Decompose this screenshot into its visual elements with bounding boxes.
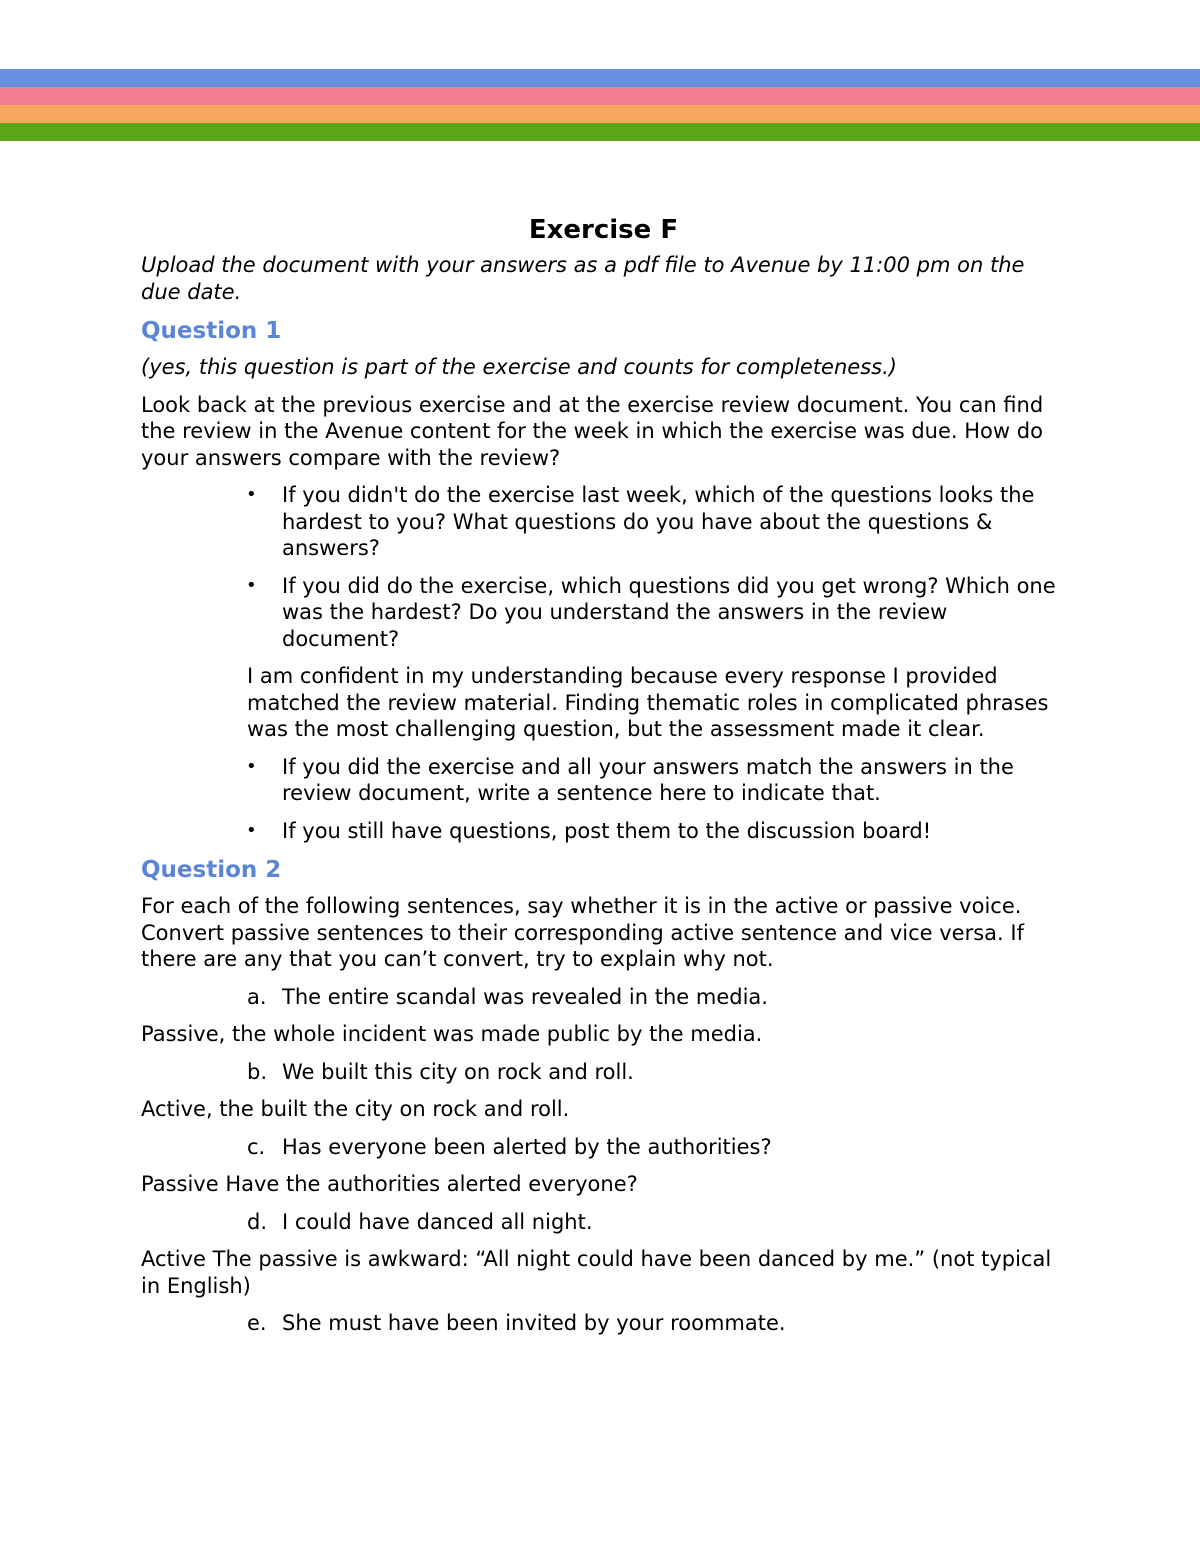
item-sentence: She must have been invited by your roommate. <box>282 1311 786 1335</box>
stripe-green <box>0 123 1200 141</box>
item-letter: a. <box>247 984 267 1009</box>
list-item <box>246 818 1066 845</box>
bullet-icon: • <box>246 819 257 841</box>
question-item-b <box>247 1059 1066 1086</box>
stripe-orange <box>0 105 1200 123</box>
item-answer-a: Passive, the whole incident was made public by the media. <box>141 1022 763 1046</box>
list-item <box>246 482 1066 562</box>
item-sentence: We built this city on rock and roll. <box>282 1059 634 1084</box>
question-1-bullets-a <box>141 482 1066 652</box>
item-sentence: Has everyone been alerted by the authorities? <box>282 1134 772 1159</box>
item-letter: c. <box>247 1134 266 1159</box>
question-1-heading: Question 1 <box>141 318 282 344</box>
question-item-a <box>247 984 1066 1011</box>
stripe-pink <box>0 87 1200 105</box>
question-1-prompt: Look back at the previous exercise and at the exercise review document. You can find the review in the Avenue content for the week in which the exercise was due. How do your answers compare with the review? <box>141 392 1044 470</box>
item-sentence: I could have danced all night. <box>282 1209 593 1234</box>
item-letter: b. <box>247 1059 268 1084</box>
page-title: Exercise F <box>528 215 679 245</box>
stripe-blue <box>0 69 1200 87</box>
question-item-e <box>247 1310 1066 1337</box>
list-item-text: If you didn't do the exercise last week, which of the questions looks the hardest to you? What questions do you have about the questions & answers? <box>282 483 1035 560</box>
question-1-note: (yes, this question is part of the exercise and counts for completeness.) <box>141 355 897 379</box>
list-item-text: If you still have questions, post them to the discussion board! <box>282 818 932 843</box>
document-body <box>141 210 1066 1348</box>
question-1-bullets-b <box>141 754 1066 845</box>
list-item-text: If you did the exercise and all your answers match the answers in the review document, write a sentence here to indicate that. <box>282 754 1014 805</box>
question-item-c <box>247 1134 1066 1161</box>
question-1-answer: I am confident in my understanding because every response I provided matched the review material. Finding thematic roles in complicated phrases was the most challenging question, but the assessment made it clear. <box>247 664 1049 741</box>
question-2-heading: Question 2 <box>141 857 282 883</box>
question-2-prompt: For each of the following sentences, say whether it is in the active or passive voice. Convert passive sentences to their corresponding active sentence and vice versa. If there are any that you can’t convert, try to explain why not. <box>141 894 1024 971</box>
bullet-icon: • <box>246 574 257 596</box>
item-answer-d: Active The passive is awkward: “All night could have been danced by me.” (not typical in English) <box>141 1247 1052 1298</box>
list-item-text: If you did do the exercise, which questions did you get wrong? Which one was the hardest? Do you understand the answers in the review document? <box>282 573 1056 651</box>
instructions: Upload the document with your answers as a pdf file to Avenue by 11:00 pm on the due date. <box>141 253 1025 304</box>
list-item <box>246 754 1066 807</box>
bullet-icon: • <box>246 484 257 505</box>
item-sentence: The entire scandal was revealed in the media. <box>282 984 768 1009</box>
item-letter: d. <box>247 1209 268 1234</box>
item-answer-c: Passive Have the authorities alerted everyone? <box>141 1172 638 1196</box>
item-letter: e. <box>247 1311 267 1335</box>
header-stripes <box>0 69 1200 141</box>
question-item-d <box>247 1209 1066 1236</box>
list-item <box>246 573 1066 653</box>
item-answer-b: Active, the built the city on rock and roll. <box>141 1097 570 1121</box>
bullet-icon: • <box>246 755 257 777</box>
